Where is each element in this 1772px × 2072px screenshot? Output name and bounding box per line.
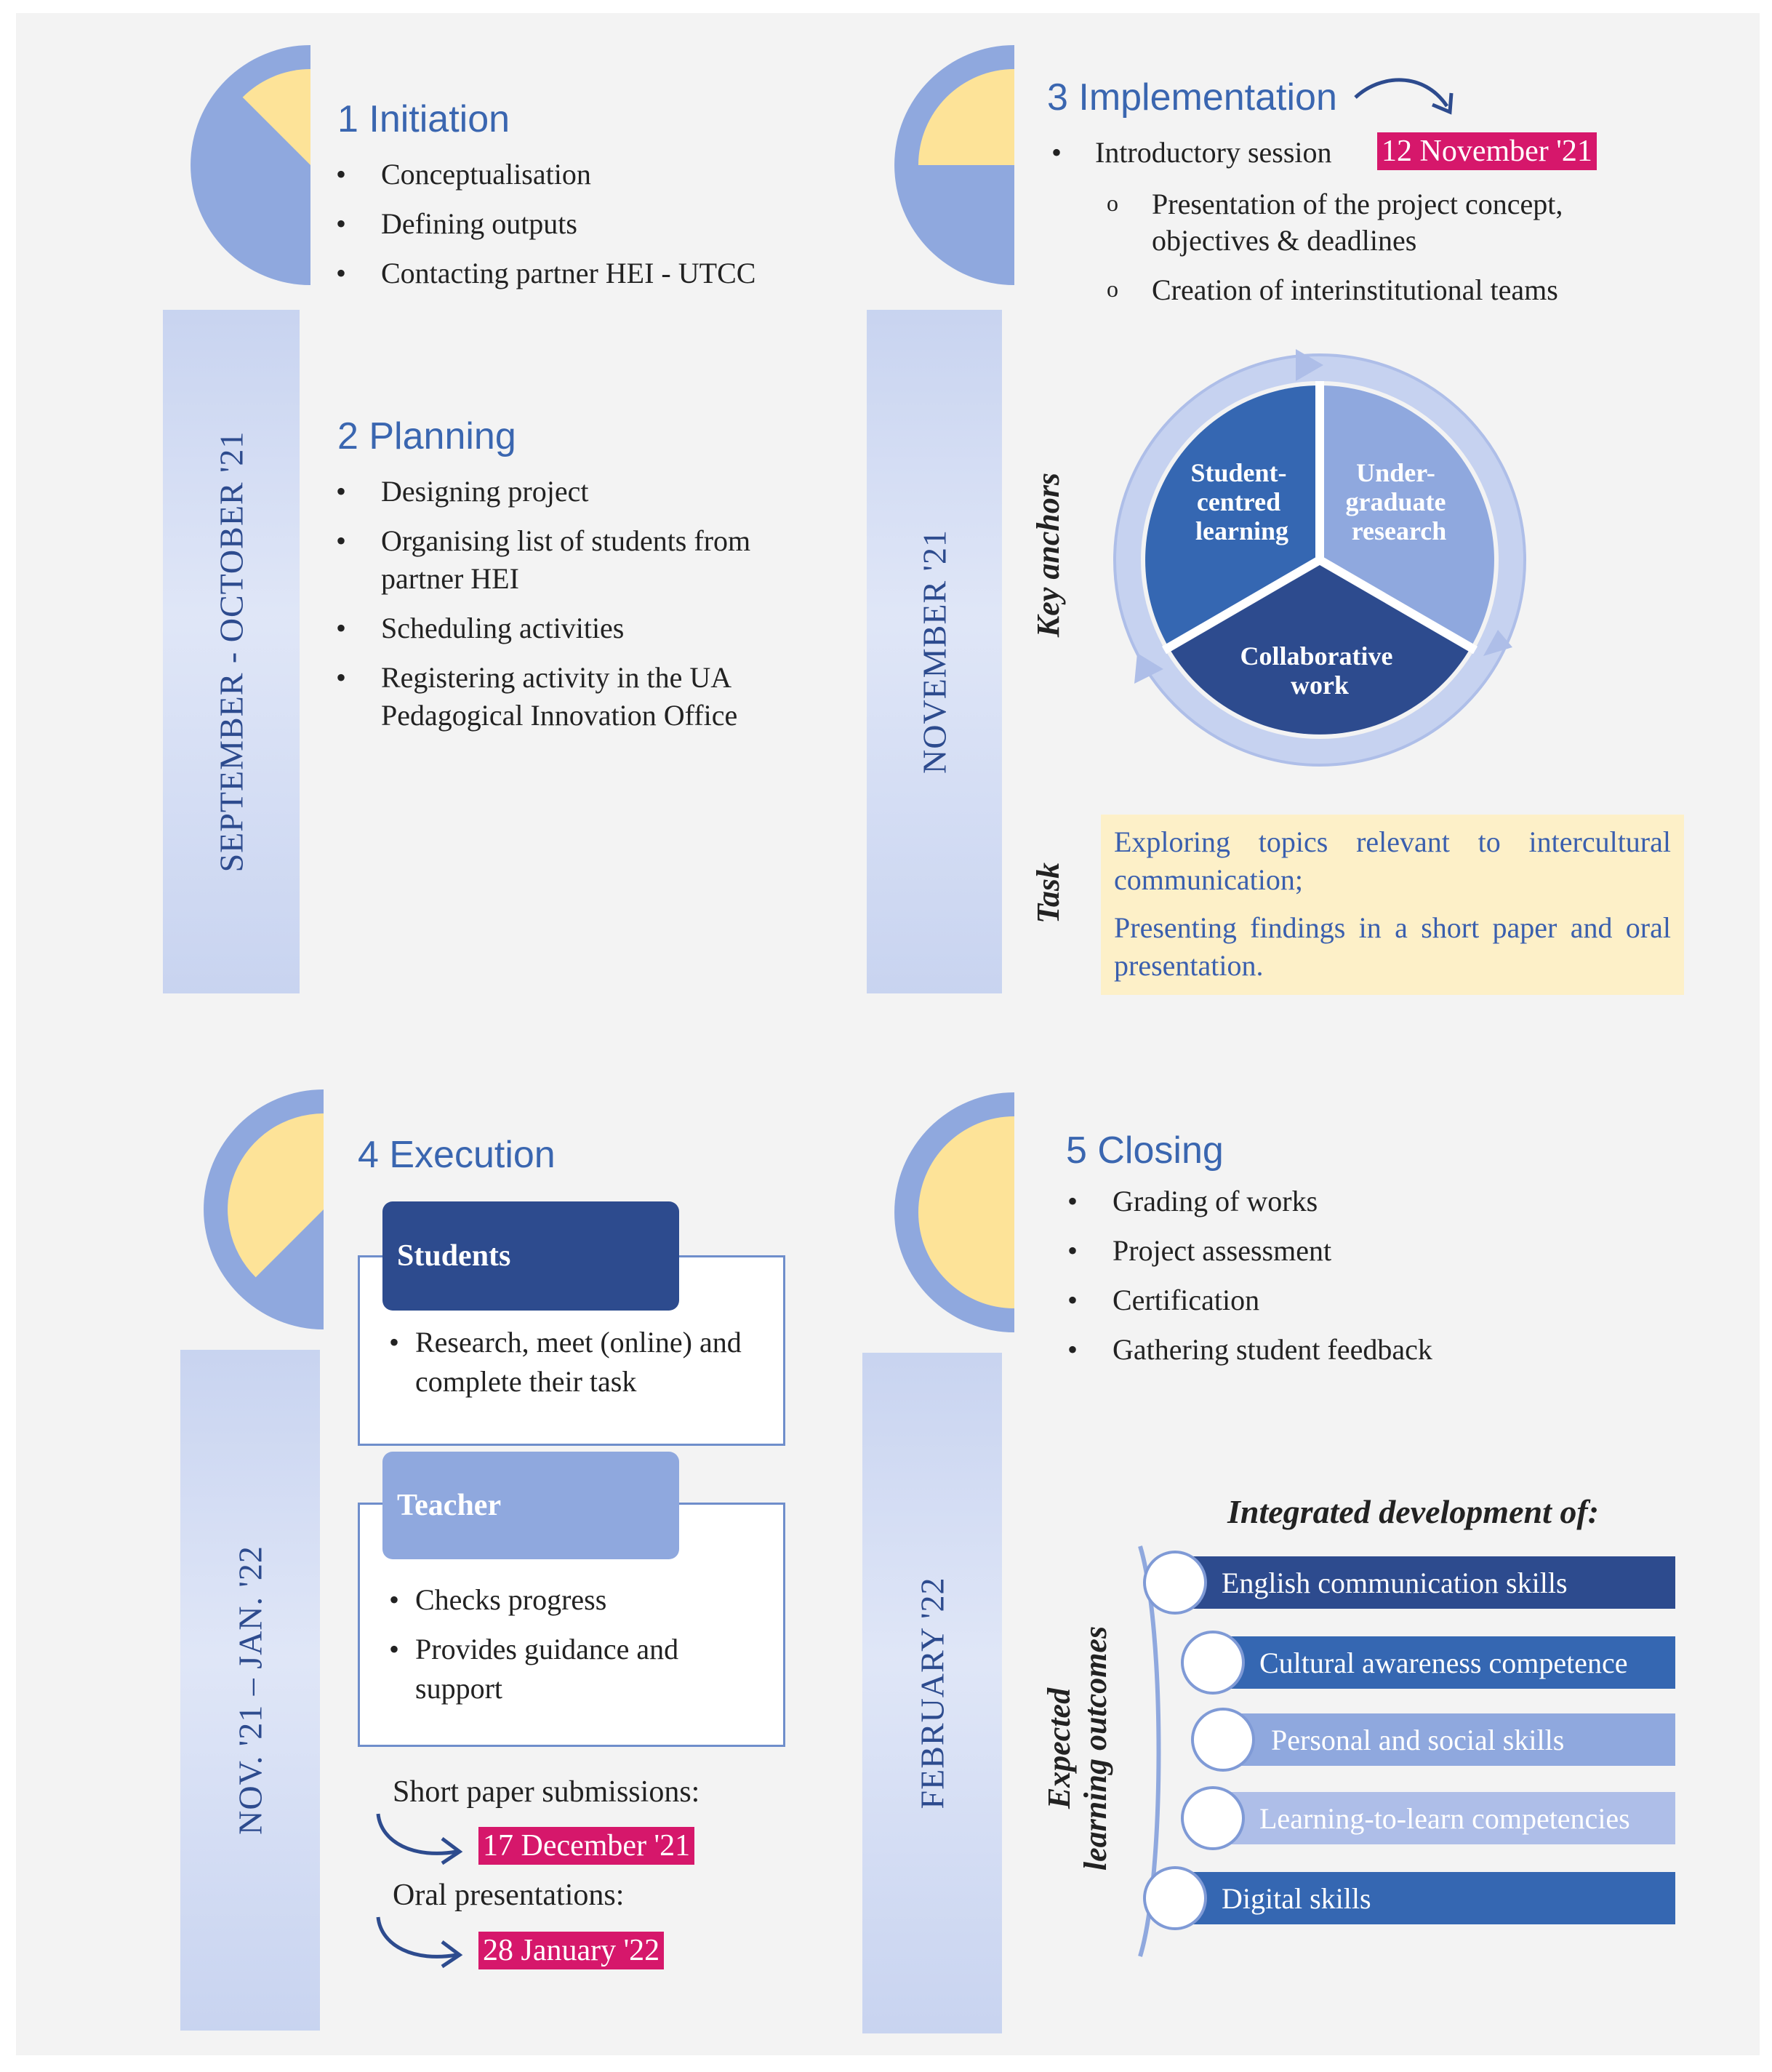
task-label: Task	[1030, 863, 1066, 924]
key-anchors-label: Key anchors	[1030, 472, 1066, 638]
list-item: • Checks progress	[389, 1580, 767, 1620]
list-item: • Gathering student feedback	[1067, 1331, 1649, 1369]
phase1-title: 1 Initiation	[337, 98, 510, 140]
anchor-text-undergraduate: Under- graduate research	[1345, 458, 1447, 545]
outcome-bullet	[1181, 1786, 1245, 1850]
phase5-list	[1067, 1183, 1649, 1380]
period-label-sep-oct: SEPTEMBER - OCTOBER '21	[212, 431, 250, 873]
outcome-bar: Learning-to-learn competencies	[1224, 1792, 1675, 1844]
phase3-sub-list	[1107, 186, 1630, 321]
task-line: Presenting findings in a short paper and oral presentation.	[1114, 911, 1671, 982]
anchor-text-collaborative: Collaborative work	[1240, 641, 1393, 700]
outcome-bullet	[1181, 1631, 1245, 1695]
phase5-title: 5 Closing	[1066, 1129, 1224, 1172]
list-item: o Creation of interinstitutional teams	[1107, 272, 1630, 308]
phase5-progress-icon	[865, 1092, 1018, 1332]
phase1-progress-icon	[161, 45, 314, 285]
outcome-bar: Cultural awareness competence	[1224, 1636, 1675, 1689]
list-item: • Provides guidance and support	[389, 1630, 767, 1708]
intro-session-label: Introductory session	[1095, 136, 1332, 169]
date-tag-oral: 28 January '22	[478, 1932, 664, 1969]
phase1-list	[336, 156, 845, 304]
list-item: • Scheduling activities	[336, 609, 816, 647]
diagram-canvas: SEPTEMBER - OCTOBER '21 1 Initiation • Conceptualisation • Defining outputs • Contacting partner HEI - UTCC 2 Planning • Designing project • Organising list of students from partner HEI • Scheduling activities • Registering activity in the UA Pedagogical Innovation Office NOVEMBER '21 3 Implementation • Introductory session 12 November '21 o Presentation of the project concept, objectives & deadlines o Creation of interinstitutional teams Key anchors Student- centred learning Under- graduate research Collaborative work Task Exploring topics relevant to intercultural communication; Presenting findings in a short paper and oral presentation. NOV. '21 – JAN. '22 4 Execution • Research, meet (online) and complete their task Students • Checks progress • Provides guidance and support Teacher Short paper submissions: 17 December '21 Oral presentations: 28 January '22 FEBRUARY '22 5 Closing • Grading of works • Project assessment • Certification • Gathering student feedback Integrated development of: Expected learning outcomes English communication skills Cultural awareness competence Personal and social skills Learning-to-learn competencies Digital skills	[16, 13, 1760, 2055]
outcome-bullet	[1143, 1866, 1207, 1930]
period-label-nov: NOVEMBER '21	[915, 529, 953, 774]
period-label-feb: FEBRUARY '22	[913, 1577, 951, 1809]
list-item: • Registering activity in the UA Pedagogical Innovation Office	[336, 659, 816, 735]
key-anchors-cycle	[1105, 349, 1534, 771]
phase4-title: 4 Execution	[358, 1134, 556, 1176]
list-item: • Project assessment	[1067, 1232, 1649, 1270]
outcome-bar: Personal and social skills	[1235, 1713, 1675, 1766]
list-item: • Defining outputs	[336, 205, 845, 243]
phase2-list	[336, 473, 816, 746]
list-item: o Presentation of the project concept, objectives & deadlines	[1107, 186, 1630, 259]
list-item: • Designing project	[336, 473, 816, 511]
date-tag-intro: 12 November '21	[1377, 132, 1597, 170]
period-bar-sep-oct	[163, 310, 300, 993]
paper-submission-label: Short paper submissions:	[393, 1775, 700, 1809]
curved-arrow-icon	[1351, 68, 1460, 127]
list-item: • Contacting partner HEI - UTCC	[336, 255, 845, 292]
phase2-title: 2 Planning	[337, 415, 516, 457]
outcome-bar: English communication skills	[1187, 1556, 1675, 1609]
teacher-list	[389, 1580, 767, 1719]
list-item: • Research, meet (online) and complete their task	[389, 1323, 767, 1401]
list-item: • Organising list of students from partner HEI	[336, 522, 816, 598]
students-list	[389, 1323, 767, 1412]
task-box	[1101, 815, 1684, 995]
curved-arrow-icon	[371, 1914, 473, 1972]
period-bar-nov-jan	[180, 1350, 320, 2031]
curved-arrow-icon	[371, 1811, 473, 1869]
phase3-progress-icon	[865, 45, 1018, 285]
period-bar-feb	[862, 1353, 1002, 2033]
expected-outcomes-label: Expected learning outcomes	[1041, 1625, 1113, 1871]
list-item: • Grading of works	[1067, 1183, 1649, 1220]
list-item: • Conceptualisation	[336, 156, 845, 193]
period-label-nov-jan: NOV. '21 – JAN. '22	[231, 1545, 269, 1835]
phase3-title: 3 Implementation	[1047, 76, 1337, 119]
task-line: Exploring topics relevant to intercultural communication;	[1114, 825, 1671, 896]
outcome-bullet	[1191, 1708, 1255, 1772]
phase4-progress-icon	[175, 1089, 327, 1329]
outcome-bullet	[1143, 1551, 1207, 1615]
outcome-bar: Digital skills	[1187, 1872, 1675, 1924]
anchor-text-student-centred: Student- centred learning	[1190, 458, 1289, 545]
list-item: • Certification	[1067, 1281, 1649, 1319]
students-header: Students	[382, 1201, 679, 1311]
date-tag-paper: 17 December '21	[478, 1827, 694, 1865]
period-bar-nov	[867, 310, 1002, 993]
integrated-development-title: Integrated development of:	[1227, 1493, 1600, 1530]
teacher-header: Teacher	[382, 1452, 679, 1559]
oral-presentation-label: Oral presentations:	[393, 1879, 625, 1912]
